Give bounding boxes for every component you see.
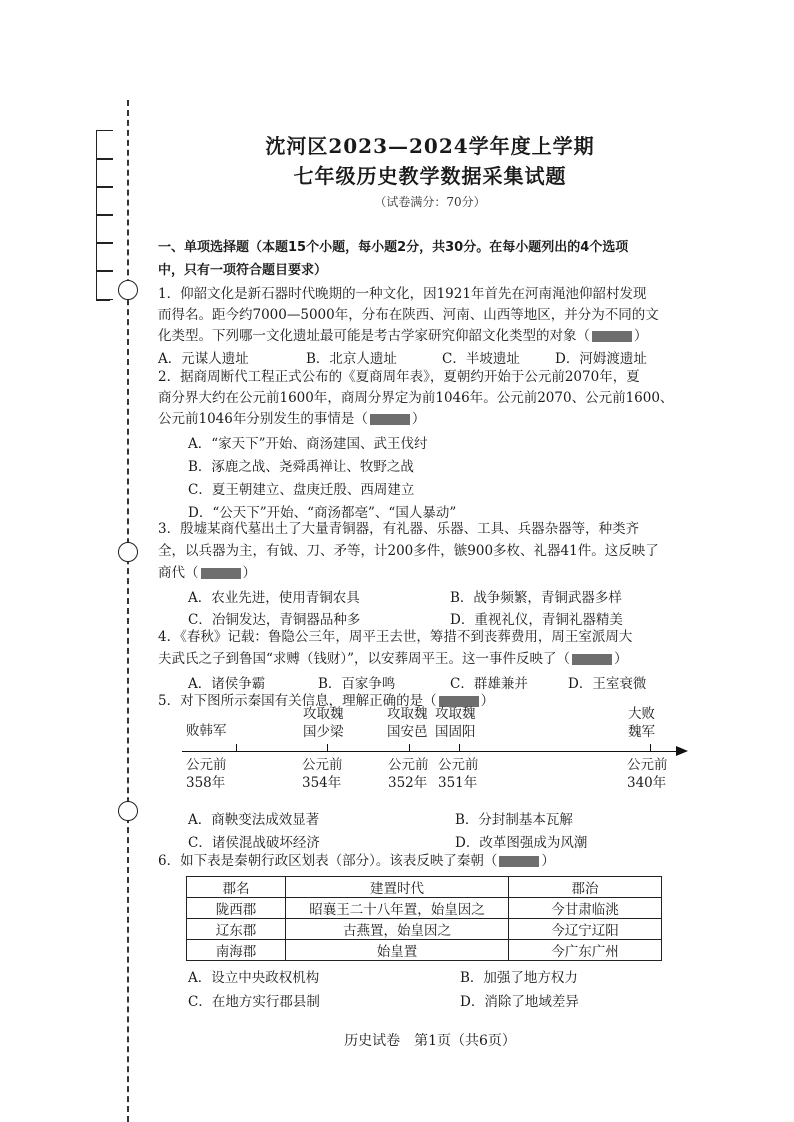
question-6-text: 6．如下表是秦朝行政区划表（部分）。该表反映了秦朝（ ） [158,853,555,869]
question-6-option: D．消除了地域差异 [460,994,579,1010]
table-header: 郡治 [509,877,662,898]
binding-tab [96,270,113,300]
timeline-tick [236,744,237,752]
question-4-option: D．王室衰微 [568,676,647,692]
timeline-year: 公元前 358年 [186,757,227,791]
table-header-row [187,877,662,898]
question-5-option: A．商鞅变法成效显著 [188,812,320,828]
table-cell: 南海郡 [187,940,286,961]
table-row [187,940,662,961]
answer-blank [370,414,410,425]
question-3-option: A．农业先进，使用青铜农具 [188,590,360,606]
table-cell: 始皇置 [286,940,509,961]
timeline-year: 公元前 354年 [302,757,343,791]
timeline-axis [182,751,678,752]
question-2-option: D．“公天下”开始、“商汤都亳”、“国人暴动” [188,505,457,521]
exam-title-line1: 沈河区2023—2024学年度上学期 [265,134,595,158]
binding-tab [96,158,113,188]
timeline-event: 攻取魏 国固阳 [435,706,476,740]
question-2-option: C．夏王朝建立、盘庚迁殷、西周建立 [188,482,415,498]
question-3-text: 3．殷墟某商代墓出土了大量青铜器，有礼器、乐器、工具、兵器杂器等，种类齐 [158,521,640,537]
binding-tab [96,130,113,160]
qin-admin-table [186,876,662,961]
table-header: 郡名 [187,877,286,898]
question-1-text: 1．仰韶文化是新石器时代晚期的一种文化，因1921年首先在河南渑池仰韶村发现 [158,286,647,302]
page-footer: 历史试卷 第1页（共6页） [344,1033,516,1049]
section-heading: 一、单项选择题（本题15个小题，每小题2分，共30分。在每小题列出的4个选项 [158,240,629,255]
table-cell: 昭襄王二十八年置，始皇因之 [286,898,509,919]
question-2-option: B．涿鹿之战、尧舜禹禅让、牧野之战 [188,459,414,475]
table-cell: 今辽宁辽阳 [509,919,662,940]
question-3-option: D．重视礼仪，青铜礼器精美 [450,612,623,628]
table-cell: 今广东广州 [509,940,662,961]
timeline-event: 败韩军 [186,723,227,739]
question-4-option: A．诸侯争霸 [188,676,266,692]
section-heading: 中，只有一项符合题目要求） [158,263,328,278]
timeline-arrow [676,746,688,756]
question-3-text: 商代（ ） [158,565,256,581]
binding-tab [96,300,110,301]
timeline-tick [650,744,651,752]
question-4-option: C．群雄兼并 [450,676,528,692]
answer-blank [592,331,632,342]
exam-title-line2: 七年级历史教学数据采集试题 [293,164,567,188]
table-header: 建置时代 [286,877,509,898]
question-2-option: A．“家天下”开始、商汤建国、武王伐纣 [188,436,428,452]
question-2-text: 2．据商周断代工程正式公布的《夏商周年表》，夏朝约开始于公元前2070年，夏 [158,369,640,385]
question-3-option: C．冶铜发达，青铜器品种多 [188,612,361,628]
answer-blank [572,654,612,665]
binding-hole [118,542,138,562]
question-4-option: B．百家争鸣 [318,676,396,692]
question-5-text: 5．对下图所示秦国有关信息，理解正确的是（ ） [158,693,495,709]
timeline-year: 公元前 340年 [627,757,668,791]
timeline-event: 大败 魏军 [628,706,655,740]
binding-hole [118,280,138,300]
question-4-text: 4．《春秋》记载：鲁隐公三年，周平王去世，筹措不到丧葬费用，周王室派周大 [158,629,633,645]
timeline-event: 攻取魏 国安邑 [387,706,428,740]
question-6-option: A．设立中央政权机构 [188,970,320,986]
question-1-text: 而得名。距今约7000—5000年，分布在陕西、河南、山西等地区，并分为不同的文 [158,307,659,323]
score-note: （试卷满分：70分） [374,195,486,209]
question-5-option: B．分封制基本瓦解 [455,812,573,828]
question-6-option: B．加强了地方权力 [460,970,578,986]
question-1-option: D．河姆渡遗址 [555,351,647,367]
binding-tab [96,214,113,244]
table-cell: 陇西郡 [187,898,286,919]
question-2-text: 公元前1046年分别发生的事情是（ ） [158,411,426,427]
table-row [187,898,662,919]
timeline-tick [327,744,328,752]
answer-blank [499,856,539,867]
question-5-option: C．诸侯混战破坏经济 [188,835,320,851]
table-cell: 古燕置，始皇因之 [286,919,509,940]
binding-tab [96,242,113,272]
timeline-year: 公元前 352年 [388,757,429,791]
question-6-option: C．在地方实行郡县制 [188,994,320,1010]
answer-blank [201,568,241,579]
question-1-option: A．元谋人遗址 [158,351,249,367]
question-3-text: 全，以兵器为主，有钺、刀、矛等，计200多件，镞900多枚、礼器41件。这反映了 [158,543,659,559]
question-5-option: D．改革图强成为风潮 [455,835,588,851]
table-cell: 辽东郡 [187,919,286,940]
table-row [187,919,662,940]
binding-hole [118,801,138,821]
question-1-option: B．北京人遗址 [306,351,397,367]
question-2-text: 商分界大约在公元前1600年，商周分界定为前1046年。公元前2070、公元前1600、 [158,390,674,406]
question-1-option: C．半坡遗址 [442,351,520,367]
table-cell: 今甘肃临洮 [509,898,662,919]
question-4-text: 夫武氏之子到鲁国“求赙（钱财）”，以安葬周平王。这一事件反映了（ ） [158,651,628,667]
timeline-tick [459,744,460,752]
timeline-event: 攻取魏 国少梁 [303,706,344,740]
binding-dashed-line [127,100,129,1122]
question-3-option: B．战争频繁，青铜武器多样 [450,590,622,606]
binding-tab [96,186,113,216]
timeline-tick [409,744,410,752]
timeline-year: 公元前 351年 [438,757,479,791]
question-1-text: 化类型。下列哪一文化遗址最可能是考古学家研究仰韶文化类型的对象（ ） [158,328,648,344]
